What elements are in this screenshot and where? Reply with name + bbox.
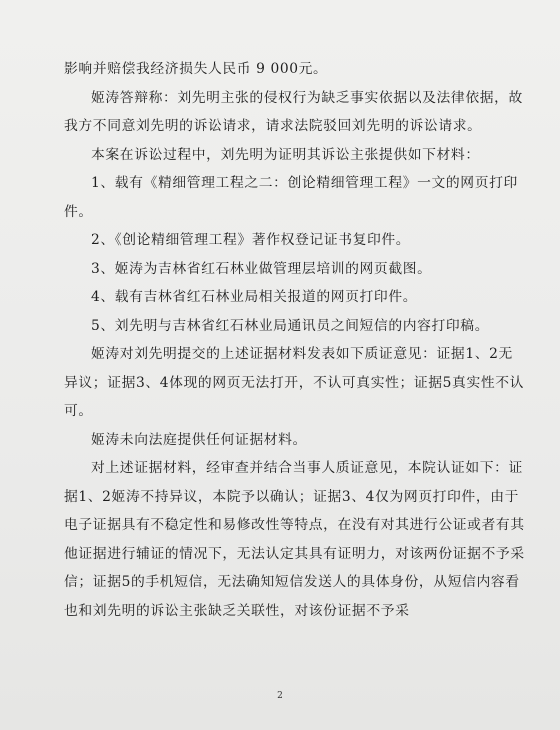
paragraph-court-finding: 对上述证据材料，经审查并结合当事人质证意见，本院认证如下：证据1、2姬涛不持异议，本院予以确认；证据3、4仅为网页打印件，由于电子证据具有不稳定性和易修改性等特点，在没有对其进行公证或者有其他证据进行辅证的情况下，无法认定其具有证明力，对该两份证据不予采信；证据5的手机短信，无法确知短信发送人的具体身份，从短信内容看也和刘先明的诉讼主张缺乏关联性，对该份证据不予采 xyxy=(64,460,525,619)
paragraph-evidence-intro: 本案在诉讼过程中，刘先明为证明其诉讼主张提供如下材料： xyxy=(91,146,480,163)
page-number: 2 xyxy=(277,691,283,701)
evidence-item-3: 3、姬涛为吉林省红石林业做管理层培训的网页截图。 xyxy=(91,260,432,277)
paragraph-damages: 影响并赔偿我经济损失人民币 9 000元。 xyxy=(64,61,328,77)
paragraph-cross-examination: 姬涛对刘先明提交的上述证据材料发表如下质证意见：证据1、2无异议；证据3、4体现的网页无法打开，不认可真实性；证据5真实性不认可。 xyxy=(64,346,525,419)
evidence-item-5: 5、刘先明与吉林省红石林业局通讯员之间短信的内容打印稿。 xyxy=(91,317,490,334)
evidence-item-4: 4、载有吉林省红石林业局相关报道的网页打印件。 xyxy=(91,289,418,305)
paragraph-no-evidence: 姬涛未向法庭提供任何证据材料。 xyxy=(91,431,307,448)
evidence-item-2: 2、《创论精细管理工程》著作权登记证书复印件。 xyxy=(91,232,411,248)
evidence-item-1: 1、载有《精细管理工程之二：创论精细管理工程》一文的网页打印件。 xyxy=(64,175,518,220)
document-body xyxy=(64,55,526,625)
paragraph-defense: 姬涛答辩称：刘先明主张的侵权行为缺乏事实依据以及法律依据，故我方不同意刘先明的诉讼请求，请求法院驳回刘先明的诉讼请求。 xyxy=(64,89,523,134)
